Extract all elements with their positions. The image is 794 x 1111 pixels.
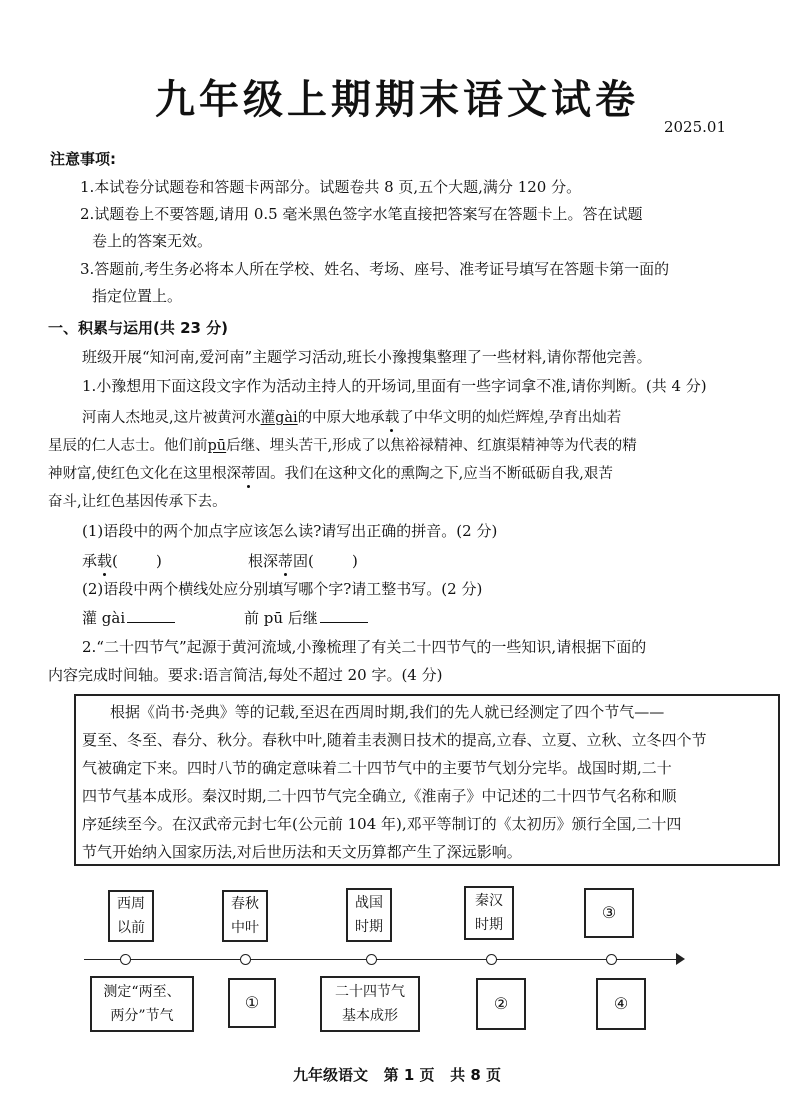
timeline-period-1: 西周 以前 (108, 890, 154, 942)
timeline-blank-3[interactable]: ③ (584, 888, 634, 938)
timeline-period-3: 战国 时期 (346, 888, 392, 942)
notice-item-1: 1.本试卷分试题卷和答题卡两部分。试题卷共 8 页,五个大题,满分 120 分。 (80, 178, 582, 196)
answer-1-1a: 承载( ) (82, 552, 162, 570)
notice-item-2b: 卷上的答案无效。 (92, 232, 213, 250)
question-1-1: (1)语段中的两个加点字应该怎么读?请写出正确的拼音。(2 分) (82, 522, 498, 540)
timeline-blank-1[interactable]: ① (228, 978, 276, 1028)
passage-line-4: 奋斗,让红色基因传承下去。 (48, 494, 227, 510)
notice-heading: 注意事项: (50, 150, 116, 168)
notice-item-3b: 指定位置上。 (92, 287, 183, 305)
timeline-period-2: 春秋 中叶 (222, 890, 268, 942)
timeline-node (486, 954, 497, 965)
timeline-node (120, 954, 131, 965)
timeline-blank-4[interactable]: ④ (596, 978, 646, 1030)
timeline-event-1: 测定“两至、 两分”节气 (90, 976, 194, 1032)
timeline-node (606, 954, 617, 965)
answer-blank[interactable] (127, 608, 175, 623)
section-intro: 班级开展“知河南,爱河南”主题学习活动,班长小豫搜集整理了一些材料,请你帮他完善。 (82, 348, 652, 366)
timeline-axis (84, 959, 680, 960)
notice-item-2a: 2.试题卷上不要答题,请用 0.5 毫米黑色签字水笔直接把答案写在答题卡上。答在试题 (80, 205, 643, 223)
answer-1-2a: 灌 gài (82, 607, 175, 628)
material-line: 根据《尚书·尧典》等的记载,至迟在西周时期,我们的先人就已经测定了四个节气—— (110, 703, 665, 721)
question-1-2: (2)语段中两个横线处应分别填写哪个字?请工整书写。(2 分) (82, 580, 483, 598)
question-2-line-2: 内容完成时间轴。要求:语言简洁,每处不超过 20 字。(4 分) (48, 666, 443, 684)
timeline-node (240, 954, 251, 965)
page-footer: 九年级语文 第 1 页 共 8 页 (292, 1066, 502, 1084)
answer-1-1b: 根深蒂固( ) (248, 552, 358, 570)
blank-word-1: 灌gài (260, 410, 298, 426)
material-line: 节气开始纳入国家历法,对后世历法和天文历算都产生了深远影响。 (82, 843, 522, 861)
answer-1-2b: 前 pū 后继 (244, 607, 368, 628)
passage-line-2: 星辰的仁人志士。他们前pū后继、埋头苦干,形成了以焦裕禄精神、红旗渠精神等为代表的精 (48, 438, 637, 454)
question-1: 1.小豫想用下面这段文字作为活动主持人的开场词,里面有一些字词拿不准,请你判断。(共 4 分) (82, 377, 707, 395)
material-line: 四节气基本成形。秦汉时期,二十四节气完全确立,《淮南子》中记述的二十四节气名称和顺 (82, 787, 677, 805)
timeline-node (366, 954, 377, 965)
question-2-line-1: 2.“二十四节气”起源于黄河流域,小豫梳理了有关二十四节气的一些知识,请根据下面的 (82, 638, 647, 656)
passage-line-1: 河南人杰地灵,这片被黄河水灌gài的中原大地承载了中华文明的灿烂辉煌,孕育出灿若 (82, 410, 622, 426)
timeline-event-3: 二十四节气 基本成形 (320, 976, 420, 1032)
dotted-char-1: 载 (384, 410, 400, 426)
answer-blank[interactable] (320, 608, 368, 623)
section-heading: 一、积累与运用(共 23 分) (48, 319, 229, 337)
timeline-blank-2[interactable]: ② (476, 978, 526, 1030)
reading-material-box (74, 694, 780, 866)
material-line: 夏至、冬至、春分、秋分。春秋中叶,随着圭表测日技术的提高,立春、立夏、立秋、立冬四个节 (82, 731, 707, 749)
blank-word-2: pū (207, 438, 227, 454)
page-title: 九年级上期期末语文试卷 (155, 77, 639, 123)
material-line: 序延续至今。在汉武帝元封七年(公元前 104 年),邓平等制订的《太初历》颁行全国,二十四 (82, 815, 682, 833)
timeline-arrow (676, 953, 685, 965)
dotted-char-2: 蒂 (241, 466, 256, 482)
material-line: 气被确定下来。四时八节的确定意味着二十四节气中的主要节气划分完毕。战国时期,二十 (82, 759, 672, 777)
notice-item-3a: 3.答题前,考生务必将本人所在学校、姓名、考场、座号、准考证号填写在答题卡第一面的 (80, 260, 670, 278)
passage-line-3: 神财富,使红色文化在这里根深蒂固。我们在这种文化的熏陶之下,应当不断砥砺自我,艰苦 (48, 466, 613, 482)
timeline-period-4: 秦汉 时期 (464, 886, 514, 940)
exam-date: 2025.01 (663, 118, 726, 136)
